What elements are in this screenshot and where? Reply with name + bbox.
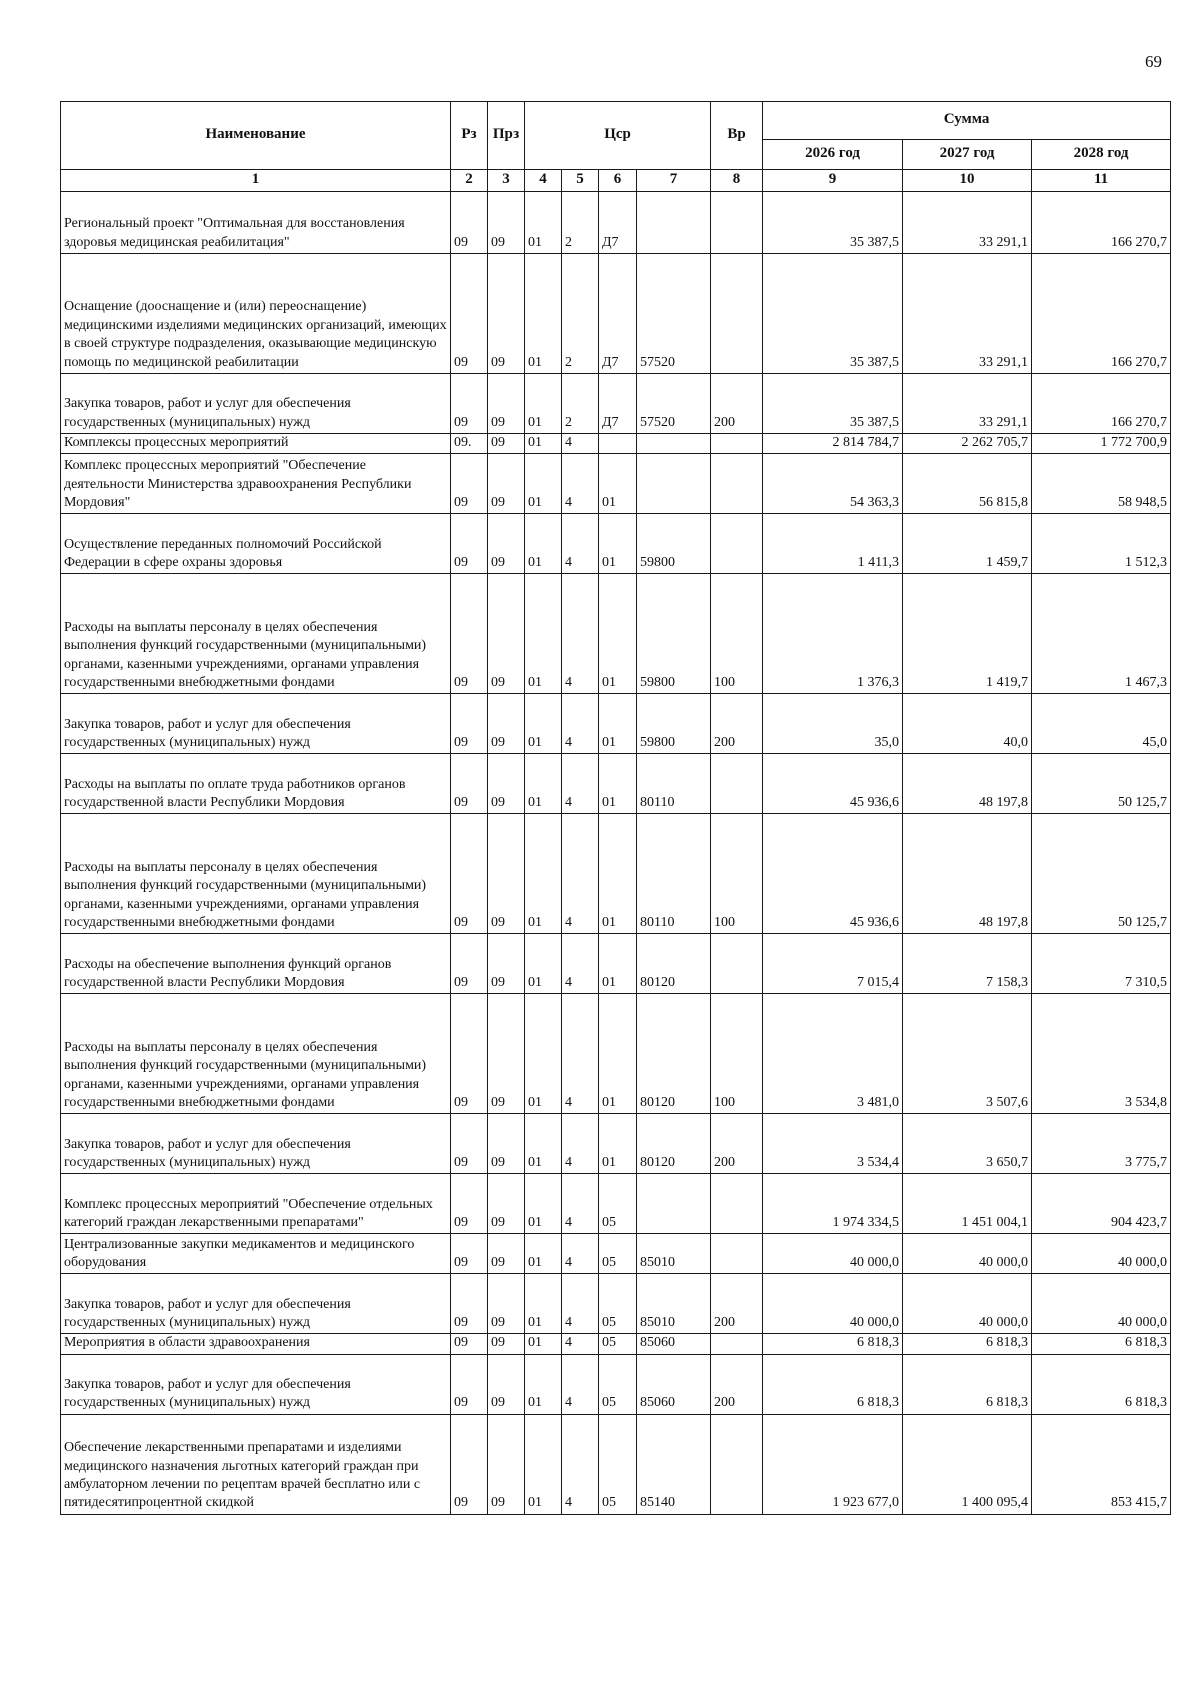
row-sum-2026: 3 534,4 (763, 1114, 903, 1174)
row-csr-program: 01 (525, 1274, 562, 1334)
row-sum-2026: 45 936,6 (763, 754, 903, 814)
row-sum-2027: 2 262 705,7 (903, 434, 1032, 454)
row-prz: 09 (488, 934, 525, 994)
row-sum-2028: 1 772 700,9 (1032, 434, 1171, 454)
row-prz: 09 (488, 694, 525, 754)
row-sum-2027: 40 000,0 (903, 1274, 1032, 1334)
column-number: 5 (562, 170, 599, 192)
table-row (61, 1274, 1171, 1334)
header-name: Наименование (61, 102, 451, 170)
table-row (61, 1114, 1171, 1174)
row-csr-direction: 57520 (637, 374, 711, 434)
row-vr (711, 1174, 763, 1234)
row-name: Региональный проект "Оптимальная для восстановления здоровья медицинская реабилитация" (61, 192, 451, 254)
row-name: Закупка товаров, работ и услуг для обеспечения государственных (муниципальных) нужд (61, 1114, 451, 1174)
table-row (61, 934, 1171, 994)
row-name: Комплекс процессных мероприятий "Обеспечение отдельных категорий граждан лекарственными препаратами" (61, 1174, 451, 1234)
row-sum-2027: 1 400 095,4 (903, 1414, 1032, 1514)
row-prz: 09 (488, 574, 525, 694)
row-rz: 09 (451, 994, 488, 1114)
row-sum-2026: 6 818,3 (763, 1334, 903, 1354)
row-vr: 200 (711, 1114, 763, 1174)
row-sum-2027: 6 818,3 (903, 1334, 1032, 1354)
column-number: 6 (599, 170, 637, 192)
row-sum-2027: 7 158,3 (903, 934, 1032, 994)
row-sum-2028: 904 423,7 (1032, 1174, 1171, 1234)
row-csr-element (599, 434, 637, 454)
row-sum-2026: 1 923 677,0 (763, 1414, 903, 1514)
column-number: 10 (903, 170, 1032, 192)
row-csr-type: 4 (562, 574, 599, 694)
row-csr-element: 01 (599, 934, 637, 994)
header-year-2027: 2027 год (903, 140, 1032, 170)
row-name: Расходы на выплаты персоналу в целях обеспечения выполнения функций государственными (муниципальными) органами, казенными учреждениями, органами управления государственными внебюджетными фондами (61, 994, 451, 1114)
row-csr-direction: 57520 (637, 254, 711, 374)
row-sum-2028: 1 467,3 (1032, 574, 1171, 694)
row-sum-2026: 54 363,3 (763, 454, 903, 514)
row-csr-element: 01 (599, 1114, 637, 1174)
row-rz: 09 (451, 754, 488, 814)
row-csr-direction: 85010 (637, 1234, 711, 1274)
row-csr-direction: 80110 (637, 754, 711, 814)
row-sum-2028: 50 125,7 (1032, 814, 1171, 934)
row-sum-2028: 6 818,3 (1032, 1354, 1171, 1414)
row-csr-element: Д7 (599, 254, 637, 374)
row-csr-type: 2 (562, 192, 599, 254)
row-sum-2028: 1 512,3 (1032, 514, 1171, 574)
budget-table (60, 101, 1171, 1515)
row-rz: 09 (451, 1414, 488, 1514)
row-csr-direction: 85060 (637, 1354, 711, 1414)
row-vr (711, 434, 763, 454)
row-sum-2028: 40 000,0 (1032, 1274, 1171, 1334)
table-row (61, 192, 1171, 254)
header-vr: Вр (711, 102, 763, 170)
row-csr-type: 4 (562, 434, 599, 454)
row-csr-program: 01 (525, 374, 562, 434)
row-vr (711, 454, 763, 514)
row-csr-program: 01 (525, 814, 562, 934)
row-vr (711, 1414, 763, 1514)
row-rz: 09 (451, 1174, 488, 1234)
row-csr-type: 4 (562, 1354, 599, 1414)
row-name: Закупка товаров, работ и услуг для обеспечения государственных (муниципальных) нужд (61, 374, 451, 434)
row-csr-program: 01 (525, 1414, 562, 1514)
row-csr-program: 01 (525, 694, 562, 754)
row-rz: 09 (451, 454, 488, 514)
row-vr (711, 754, 763, 814)
column-number-row (61, 170, 1171, 192)
table-row (61, 1234, 1171, 1274)
row-csr-direction (637, 454, 711, 514)
table-row (61, 254, 1171, 374)
row-prz: 09 (488, 814, 525, 934)
row-rz: 09 (451, 514, 488, 574)
row-name: Оснащение (дооснащение и (или) переоснащение) медицинскими изделиями медицинских организаций, имеющих в своей структуре подразделения, оказывающие медицинскую помощь по медицинской реабилитации (61, 254, 451, 374)
row-csr-program: 01 (525, 1114, 562, 1174)
row-csr-element: 01 (599, 454, 637, 514)
header-year-2028: 2028 год (1032, 140, 1171, 170)
row-sum-2027: 1 451 004,1 (903, 1174, 1032, 1234)
row-sum-2026: 35 387,5 (763, 254, 903, 374)
row-vr (711, 254, 763, 374)
row-csr-element: 05 (599, 1174, 637, 1234)
row-csr-element: 01 (599, 514, 637, 574)
row-rz: 09 (451, 934, 488, 994)
row-csr-program: 01 (525, 514, 562, 574)
row-csr-direction (637, 434, 711, 454)
row-csr-type: 4 (562, 1334, 599, 1354)
row-sum-2028: 3 775,7 (1032, 1114, 1171, 1174)
header-year-2026: 2026 год (763, 140, 903, 170)
row-csr-program: 01 (525, 254, 562, 374)
row-prz: 09 (488, 192, 525, 254)
row-name: Мероприятия в области здравоохранения (61, 1334, 451, 1354)
row-csr-type: 2 (562, 374, 599, 434)
row-sum-2027: 56 815,8 (903, 454, 1032, 514)
row-vr (711, 934, 763, 994)
table-row (61, 814, 1171, 934)
row-csr-program: 01 (525, 1174, 562, 1234)
row-prz: 09 (488, 754, 525, 814)
row-csr-program: 01 (525, 574, 562, 694)
row-csr-direction: 80120 (637, 934, 711, 994)
row-csr-element: 05 (599, 1234, 637, 1274)
row-csr-type: 4 (562, 514, 599, 574)
table-row (61, 454, 1171, 514)
row-csr-element: 05 (599, 1334, 637, 1354)
row-vr (711, 192, 763, 254)
row-sum-2028: 3 534,8 (1032, 994, 1171, 1114)
row-prz: 09 (488, 1234, 525, 1274)
row-csr-program: 01 (525, 934, 562, 994)
column-number: 2 (451, 170, 488, 192)
row-name: Закупка товаров, работ и услуг для обеспечения государственных (муниципальных) нужд (61, 1274, 451, 1334)
row-rz: 09 (451, 694, 488, 754)
row-sum-2028: 166 270,7 (1032, 374, 1171, 434)
row-sum-2027: 6 818,3 (903, 1354, 1032, 1414)
header-prz: Прз (488, 102, 525, 170)
budget-table-body (61, 192, 1171, 1515)
row-sum-2026: 45 936,6 (763, 814, 903, 934)
row-csr-type: 4 (562, 1114, 599, 1174)
row-csr-program: 01 (525, 1334, 562, 1354)
row-csr-type: 4 (562, 694, 599, 754)
row-sum-2027: 3 507,6 (903, 994, 1032, 1114)
row-csr-direction: 59800 (637, 514, 711, 574)
row-prz: 09 (488, 254, 525, 374)
row-csr-direction: 59800 (637, 694, 711, 754)
row-sum-2028: 50 125,7 (1032, 754, 1171, 814)
column-number: 7 (637, 170, 711, 192)
row-sum-2027: 33 291,1 (903, 254, 1032, 374)
row-sum-2027: 40,0 (903, 694, 1032, 754)
table-row (61, 374, 1171, 434)
row-rz: 09 (451, 1334, 488, 1354)
row-csr-element: 05 (599, 1414, 637, 1514)
row-sum-2026: 40 000,0 (763, 1234, 903, 1274)
row-sum-2028: 40 000,0 (1032, 1234, 1171, 1274)
row-rz: 09. (451, 434, 488, 454)
row-name: Закупка товаров, работ и услуг для обеспечения государственных (муниципальных) нужд (61, 1354, 451, 1414)
row-prz: 09 (488, 1174, 525, 1234)
row-prz: 09 (488, 1334, 525, 1354)
row-csr-direction: 85010 (637, 1274, 711, 1334)
row-rz: 09 (451, 1234, 488, 1274)
table-row (61, 434, 1171, 454)
row-csr-type: 4 (562, 814, 599, 934)
row-vr: 200 (711, 1274, 763, 1334)
row-csr-direction (637, 192, 711, 254)
row-csr-direction: 80110 (637, 814, 711, 934)
row-name: Комплексы процессных мероприятий (61, 434, 451, 454)
row-sum-2028: 853 415,7 (1032, 1414, 1171, 1514)
table-row (61, 994, 1171, 1114)
row-csr-element: 05 (599, 1274, 637, 1334)
row-sum-2028: 6 818,3 (1032, 1334, 1171, 1354)
row-vr: 200 (711, 694, 763, 754)
row-csr-type: 4 (562, 454, 599, 514)
row-sum-2027: 3 650,7 (903, 1114, 1032, 1174)
row-sum-2028: 166 270,7 (1032, 192, 1171, 254)
column-number: 1 (61, 170, 451, 192)
column-number: 4 (525, 170, 562, 192)
row-csr-type: 4 (562, 1234, 599, 1274)
row-sum-2026: 1 376,3 (763, 574, 903, 694)
table-row (61, 1334, 1171, 1354)
row-csr-element: 01 (599, 994, 637, 1114)
row-csr-element: Д7 (599, 192, 637, 254)
row-sum-2028: 58 948,5 (1032, 454, 1171, 514)
row-sum-2026: 1 974 334,5 (763, 1174, 903, 1234)
table-row (61, 754, 1171, 814)
column-number: 9 (763, 170, 903, 192)
header-csr: Цср (525, 102, 711, 170)
row-sum-2028: 45,0 (1032, 694, 1171, 754)
row-sum-2026: 35 387,5 (763, 192, 903, 254)
row-prz: 09 (488, 434, 525, 454)
row-csr-program: 01 (525, 1234, 562, 1274)
row-rz: 09 (451, 1114, 488, 1174)
row-rz: 09 (451, 574, 488, 694)
row-csr-type: 4 (562, 1274, 599, 1334)
row-csr-direction: 85140 (637, 1414, 711, 1514)
row-csr-element: 01 (599, 814, 637, 934)
row-sum-2027: 48 197,8 (903, 754, 1032, 814)
row-vr: 200 (711, 374, 763, 434)
row-rz: 09 (451, 374, 488, 434)
row-sum-2026: 40 000,0 (763, 1274, 903, 1334)
row-name: Осуществление переданных полномочий Российской Федерации в сфере охраны здоровья (61, 514, 451, 574)
row-vr: 100 (711, 814, 763, 934)
row-name: Комплекс процессных мероприятий "Обеспечение деятельности Министерства здравоохранения Республики Мордовия" (61, 454, 451, 514)
row-name: Закупка товаров, работ и услуг для обеспечения государственных (муниципальных) нужд (61, 694, 451, 754)
row-csr-direction (637, 1174, 711, 1234)
row-csr-type: 2 (562, 254, 599, 374)
column-number: 8 (711, 170, 763, 192)
row-csr-element: 01 (599, 694, 637, 754)
row-sum-2026: 6 818,3 (763, 1354, 903, 1414)
row-sum-2027: 33 291,1 (903, 374, 1032, 434)
row-sum-2027: 1 419,7 (903, 574, 1032, 694)
row-csr-direction: 59800 (637, 574, 711, 694)
row-sum-2026: 1 411,3 (763, 514, 903, 574)
row-vr (711, 1334, 763, 1354)
row-rz: 09 (451, 1354, 488, 1414)
row-csr-type: 4 (562, 1414, 599, 1514)
row-vr (711, 514, 763, 574)
row-vr: 200 (711, 1354, 763, 1414)
row-sum-2026: 2 814 784,7 (763, 434, 903, 454)
row-csr-type: 4 (562, 934, 599, 994)
row-csr-type: 4 (562, 754, 599, 814)
row-csr-program: 01 (525, 754, 562, 814)
row-csr-program: 01 (525, 1354, 562, 1414)
row-vr (711, 1234, 763, 1274)
row-sum-2028: 7 310,5 (1032, 934, 1171, 994)
row-csr-element: 01 (599, 754, 637, 814)
row-prz: 09 (488, 1354, 525, 1414)
row-sum-2027: 1 459,7 (903, 514, 1032, 574)
row-name: Расходы на выплаты персоналу в целях обеспечения выполнения функций государственными (муниципальными) органами, казенными учреждениями, органами управления государственными внебюджетными фондами (61, 814, 451, 934)
row-sum-2028: 166 270,7 (1032, 254, 1171, 374)
row-sum-2026: 3 481,0 (763, 994, 903, 1114)
row-prz: 09 (488, 1114, 525, 1174)
row-csr-type: 4 (562, 994, 599, 1114)
table-row (61, 694, 1171, 754)
row-csr-program: 01 (525, 192, 562, 254)
row-rz: 09 (451, 254, 488, 374)
row-prz: 09 (488, 1414, 525, 1514)
column-number: 3 (488, 170, 525, 192)
row-name: Расходы на выплаты по оплате труда работников органов государственной власти Республики Мордовия (61, 754, 451, 814)
row-name: Обеспечение лекарственными препаратами и изделиями медицинского назначения льготных категорий граждан при амбулаторном лечении по рецептам врачей бесплатно или с пятидесятипроцентной скидкой (61, 1414, 451, 1514)
table-row (61, 514, 1171, 574)
row-rz: 09 (451, 1274, 488, 1334)
page-number: 69 (1145, 52, 1162, 71)
row-rz: 09 (451, 814, 488, 934)
row-csr-direction: 80120 (637, 994, 711, 1114)
row-csr-element: Д7 (599, 374, 637, 434)
row-csr-element: 01 (599, 574, 637, 694)
row-csr-program: 01 (525, 434, 562, 454)
row-csr-element: 05 (599, 1354, 637, 1414)
row-csr-direction: 80120 (637, 1114, 711, 1174)
table-row (61, 1414, 1171, 1514)
row-csr-direction: 85060 (637, 1334, 711, 1354)
row-prz: 09 (488, 454, 525, 514)
row-csr-type: 4 (562, 1174, 599, 1234)
row-prz: 09 (488, 374, 525, 434)
header-sum: Сумма (763, 102, 1171, 140)
table-row (61, 1354, 1171, 1414)
row-csr-program: 01 (525, 454, 562, 514)
row-sum-2026: 35,0 (763, 694, 903, 754)
row-prz: 09 (488, 1274, 525, 1334)
row-name: Централизованные закупки медикаментов и медицинского оборудования (61, 1234, 451, 1274)
row-sum-2026: 7 015,4 (763, 934, 903, 994)
row-csr-program: 01 (525, 994, 562, 1114)
row-sum-2027: 33 291,1 (903, 192, 1032, 254)
header-rz: Рз (451, 102, 488, 170)
row-sum-2027: 48 197,8 (903, 814, 1032, 934)
row-name: Расходы на выплаты персоналу в целях обеспечения выполнения функций государственными (муниципальными) органами, казенными учреждениями, органами управления государственными внебюджетными фондами (61, 574, 451, 694)
row-prz: 09 (488, 514, 525, 574)
row-vr: 100 (711, 574, 763, 694)
row-name: Расходы на обеспечение выполнения функций органов государственной власти Республики Мордовия (61, 934, 451, 994)
table-row (61, 1174, 1171, 1234)
row-prz: 09 (488, 994, 525, 1114)
row-rz: 09 (451, 192, 488, 254)
row-sum-2026: 35 387,5 (763, 374, 903, 434)
row-sum-2027: 40 000,0 (903, 1234, 1032, 1274)
column-number: 11 (1032, 170, 1171, 192)
table-row (61, 574, 1171, 694)
row-vr: 100 (711, 994, 763, 1114)
